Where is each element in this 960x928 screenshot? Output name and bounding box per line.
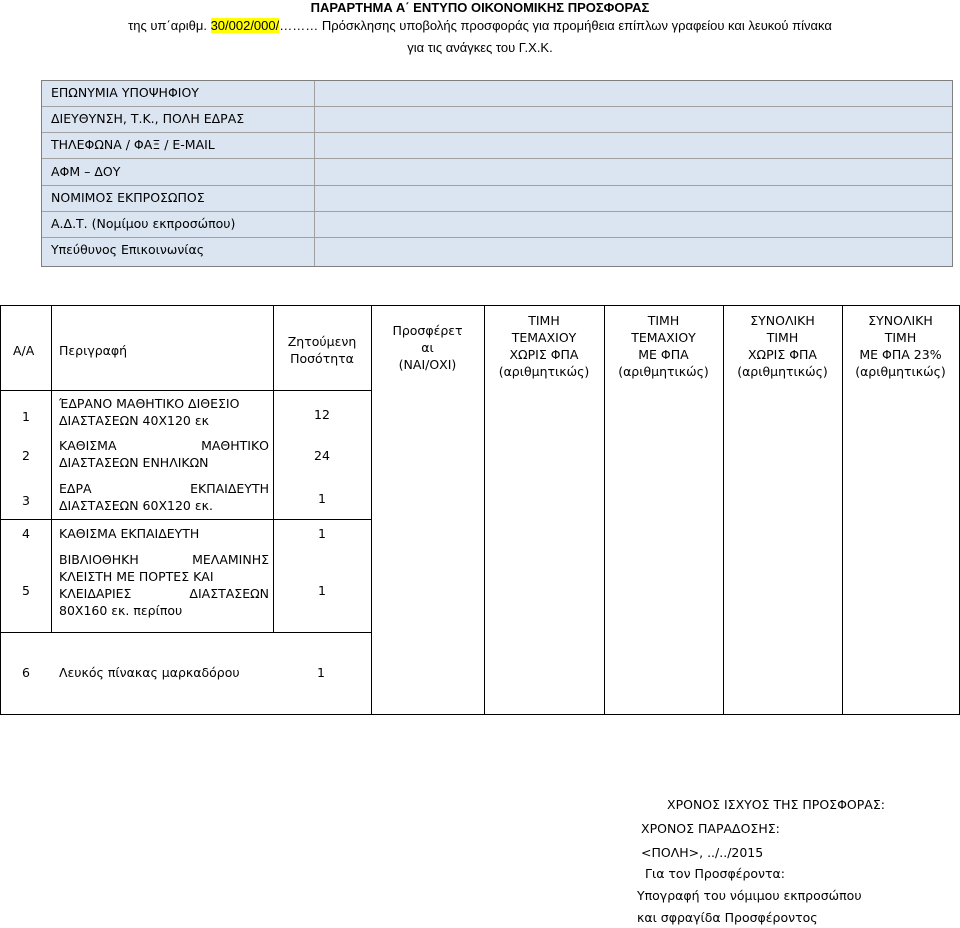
item-description [59, 437, 269, 471]
item-description [59, 395, 269, 429]
row-number: 1 [22, 409, 30, 424]
header-total-incl-vat [842, 312, 959, 380]
desc-line: ΔΙΑΣΤΑΣΕΩΝ 60Χ120 εκ. [59, 498, 213, 513]
field-company-name: ΕΠΩΝΥΜΙΑ ΥΠΟΨΗΦΙΟΥ [51, 85, 199, 100]
field-address: ΔΙΕΥΘΥΝΣΗ, Τ.Κ., ΠΟΛΗ ΕΔΡΑΣ [51, 111, 245, 126]
row-number: 3 [22, 493, 30, 508]
header-line: ΣΥΝΟΛΙΚΗ [868, 313, 933, 328]
col-divider [51, 306, 52, 632]
row-number: 2 [22, 448, 30, 463]
header-line: ΤΕΜΑΧΙΟΥ [631, 330, 696, 345]
header-line: ΜΕ ΦΠΑ 23% [859, 347, 942, 362]
header-line: ΤΙΜΗ [528, 313, 560, 328]
desc-line: ΚΛΕΙΣΤΗ ΜΕ ΠΟΡΤΕΣ ΚΑΙ [59, 569, 214, 584]
item-quantity: 1 [318, 583, 326, 598]
desc-word: ΜΕΛΑΜΙΝΗΣ [192, 552, 269, 567]
item-quantity: 24 [314, 448, 330, 463]
desc-line: ΔΙΑΣΤΑΣΕΩΝ 40Χ120 εκ [59, 413, 209, 428]
header-offered-line3: (ΝΑΙ/ΟΧΙ) [398, 357, 457, 372]
field-representative-id: Α.Δ.Τ. (Νομίμου εκπροσώπου) [51, 216, 236, 231]
desc-word: ΚΑΘΙΣΜΑ [59, 438, 117, 453]
row-divider [1, 632, 371, 633]
desc-line [59, 480, 269, 497]
subtitle-dots: ……… [279, 18, 319, 33]
header-line: (αριθμητικώς) [855, 364, 946, 379]
header-line: (αριθμητικώς) [737, 364, 828, 379]
desc-word: ΚΛΕΙΔΑΡΙΕΣ [59, 586, 132, 601]
item-quantity: 12 [314, 407, 330, 422]
item-description: ΚΑΘΙΣΜΑ ΕΚΠΑΙΔΕΥΤΗ [59, 526, 200, 541]
row-divider [42, 106, 952, 107]
desc-word: ΕΚΠΑΙΔΕΥΤΗ [190, 481, 269, 496]
field-vat-tax-office: ΑΦΜ – ΔΟΥ [51, 164, 121, 179]
row-number: 4 [22, 526, 30, 541]
header-line: ΧΩΡΙΣ ΦΠΑ [509, 347, 579, 362]
desc-word: ΕΔΡΑ [59, 481, 92, 496]
subtitle-suffix: Πρόσκλησης υποβολής προσφοράς για προμήθεια επίπλων γραφείου και λευκού πίνακα [318, 18, 832, 33]
desc-line: 80Χ160 εκ. περίπου [59, 603, 183, 618]
row-divider [42, 211, 952, 212]
subtitle-prefix: της υπ΄αριθμ. [128, 18, 211, 33]
delivery-time-label: ΧΡΟΝΟΣ ΠΑΡΑΔΟΣΗΣ: [641, 821, 780, 836]
header-total-excl-vat [723, 312, 842, 380]
desc-word: ΒΙΒΛΙΟΘΗΚΗ [59, 552, 139, 567]
row-divider [42, 237, 952, 238]
header-description: Περιγραφή [59, 343, 128, 358]
candidate-divider [314, 81, 315, 266]
desc-word: ΜΑΘΗΤΙΚΟ [201, 438, 269, 453]
item-quantity: 1 [317, 665, 325, 680]
desc-word: ΔΙΑΣΤΑΣΕΩΝ [189, 586, 269, 601]
row-number: 5 [22, 583, 30, 598]
header-offered-line1: Προσφέρετ [392, 323, 463, 338]
desc-line: ΈΔΡΑΝΟ ΜΑΘΗΤΙΚΟ ΔΙΘΕΣΙΟ [59, 396, 240, 411]
header-line: ΣΥΝΟΛΙΚΗ [750, 313, 815, 328]
candidate-info-block [41, 80, 953, 267]
row-divider [42, 185, 952, 186]
row-divider [1, 519, 371, 520]
header-line: ΤΕΜΑΧΙΟΥ [511, 330, 577, 345]
document-title: ΠΑΡΑΡΤΗΜΑ Α΄ ΕΝΤΥΠΟ ΟΙΚΟΝΟΜΙΚΗΣ ΠΡΟΣΦΟΡΑΣ [310, 0, 650, 15]
header-unit-price-incl-vat [604, 312, 723, 380]
row-divider [1, 390, 371, 391]
header-offered-line2: αι [421, 340, 434, 355]
header-quantity [273, 333, 371, 367]
document-subtitle-line3: για τις ανάγκες του Γ.Χ.Κ. [407, 40, 553, 55]
field-phone-fax-email: ΤΗΛΕΦΩΝΑ / ΦΑΞ / E-MAIL [51, 137, 215, 152]
item-quantity: 1 [318, 491, 326, 506]
header-line: ΤΙΜΗ [884, 330, 917, 345]
row-divider [42, 158, 952, 159]
header-unit-price-excl-vat [484, 312, 604, 380]
for-bidder-label: Για τον Προσφέροντα: [645, 866, 785, 881]
row-divider [42, 132, 952, 133]
header-aa: Α/Α [13, 343, 35, 358]
header-quantity-line2: Ποσότητα [290, 351, 354, 366]
row-number: 6 [22, 665, 30, 680]
item-quantity: 1 [318, 526, 326, 541]
header-line: ΧΩΡΙΣ ΦΠΑ [747, 347, 817, 362]
field-legal-representative: ΝΟΜΙΜΟΣ ΕΚΠΡΟΣΩΠΟΣ [51, 190, 205, 205]
header-line: ΜΕ ΦΠΑ [638, 347, 689, 362]
header-line: ΤΙΜΗ [766, 330, 799, 345]
header-line: (αριθμητικώς) [618, 364, 709, 379]
header-line: ΤΙΜΗ [647, 313, 680, 328]
offer-validity-label: ΧΡΟΝΟΣ ΙΣΧΥΟΣ ΤΗΣ ΠΡΟΣΦΟΡΑΣ: [667, 797, 885, 812]
desc-line [59, 437, 269, 454]
item-description [59, 551, 269, 619]
header-offered [371, 322, 484, 373]
item-description [59, 480, 269, 514]
header-quantity-line1: Ζητούμενη [287, 334, 357, 349]
pricing-table [0, 305, 960, 715]
desc-line [59, 551, 269, 568]
header-line: (αριθμητικώς) [498, 364, 590, 379]
place-date-label: <ΠΟΛΗ>, ../../2015 [641, 845, 764, 860]
reference-number-highlight: 30/002/000/ [210, 18, 280, 33]
field-contact-person: Υπεύθυνος Επικοινωνίας [51, 242, 205, 257]
document-subtitle [0, 18, 960, 34]
desc-line [59, 585, 269, 602]
stamp-label: και σφραγίδα Προσφέροντος [637, 910, 818, 925]
desc-line: ΔΙΑΣΤΑΣΕΩΝ ΕΝΗΛΙΚΩΝ [59, 455, 209, 470]
signature-label: Υπογραφή του νόμιμου εκπροσώπου [637, 888, 862, 903]
item-description: Λευκός πίνακας μαρκαδόρου [59, 665, 240, 680]
